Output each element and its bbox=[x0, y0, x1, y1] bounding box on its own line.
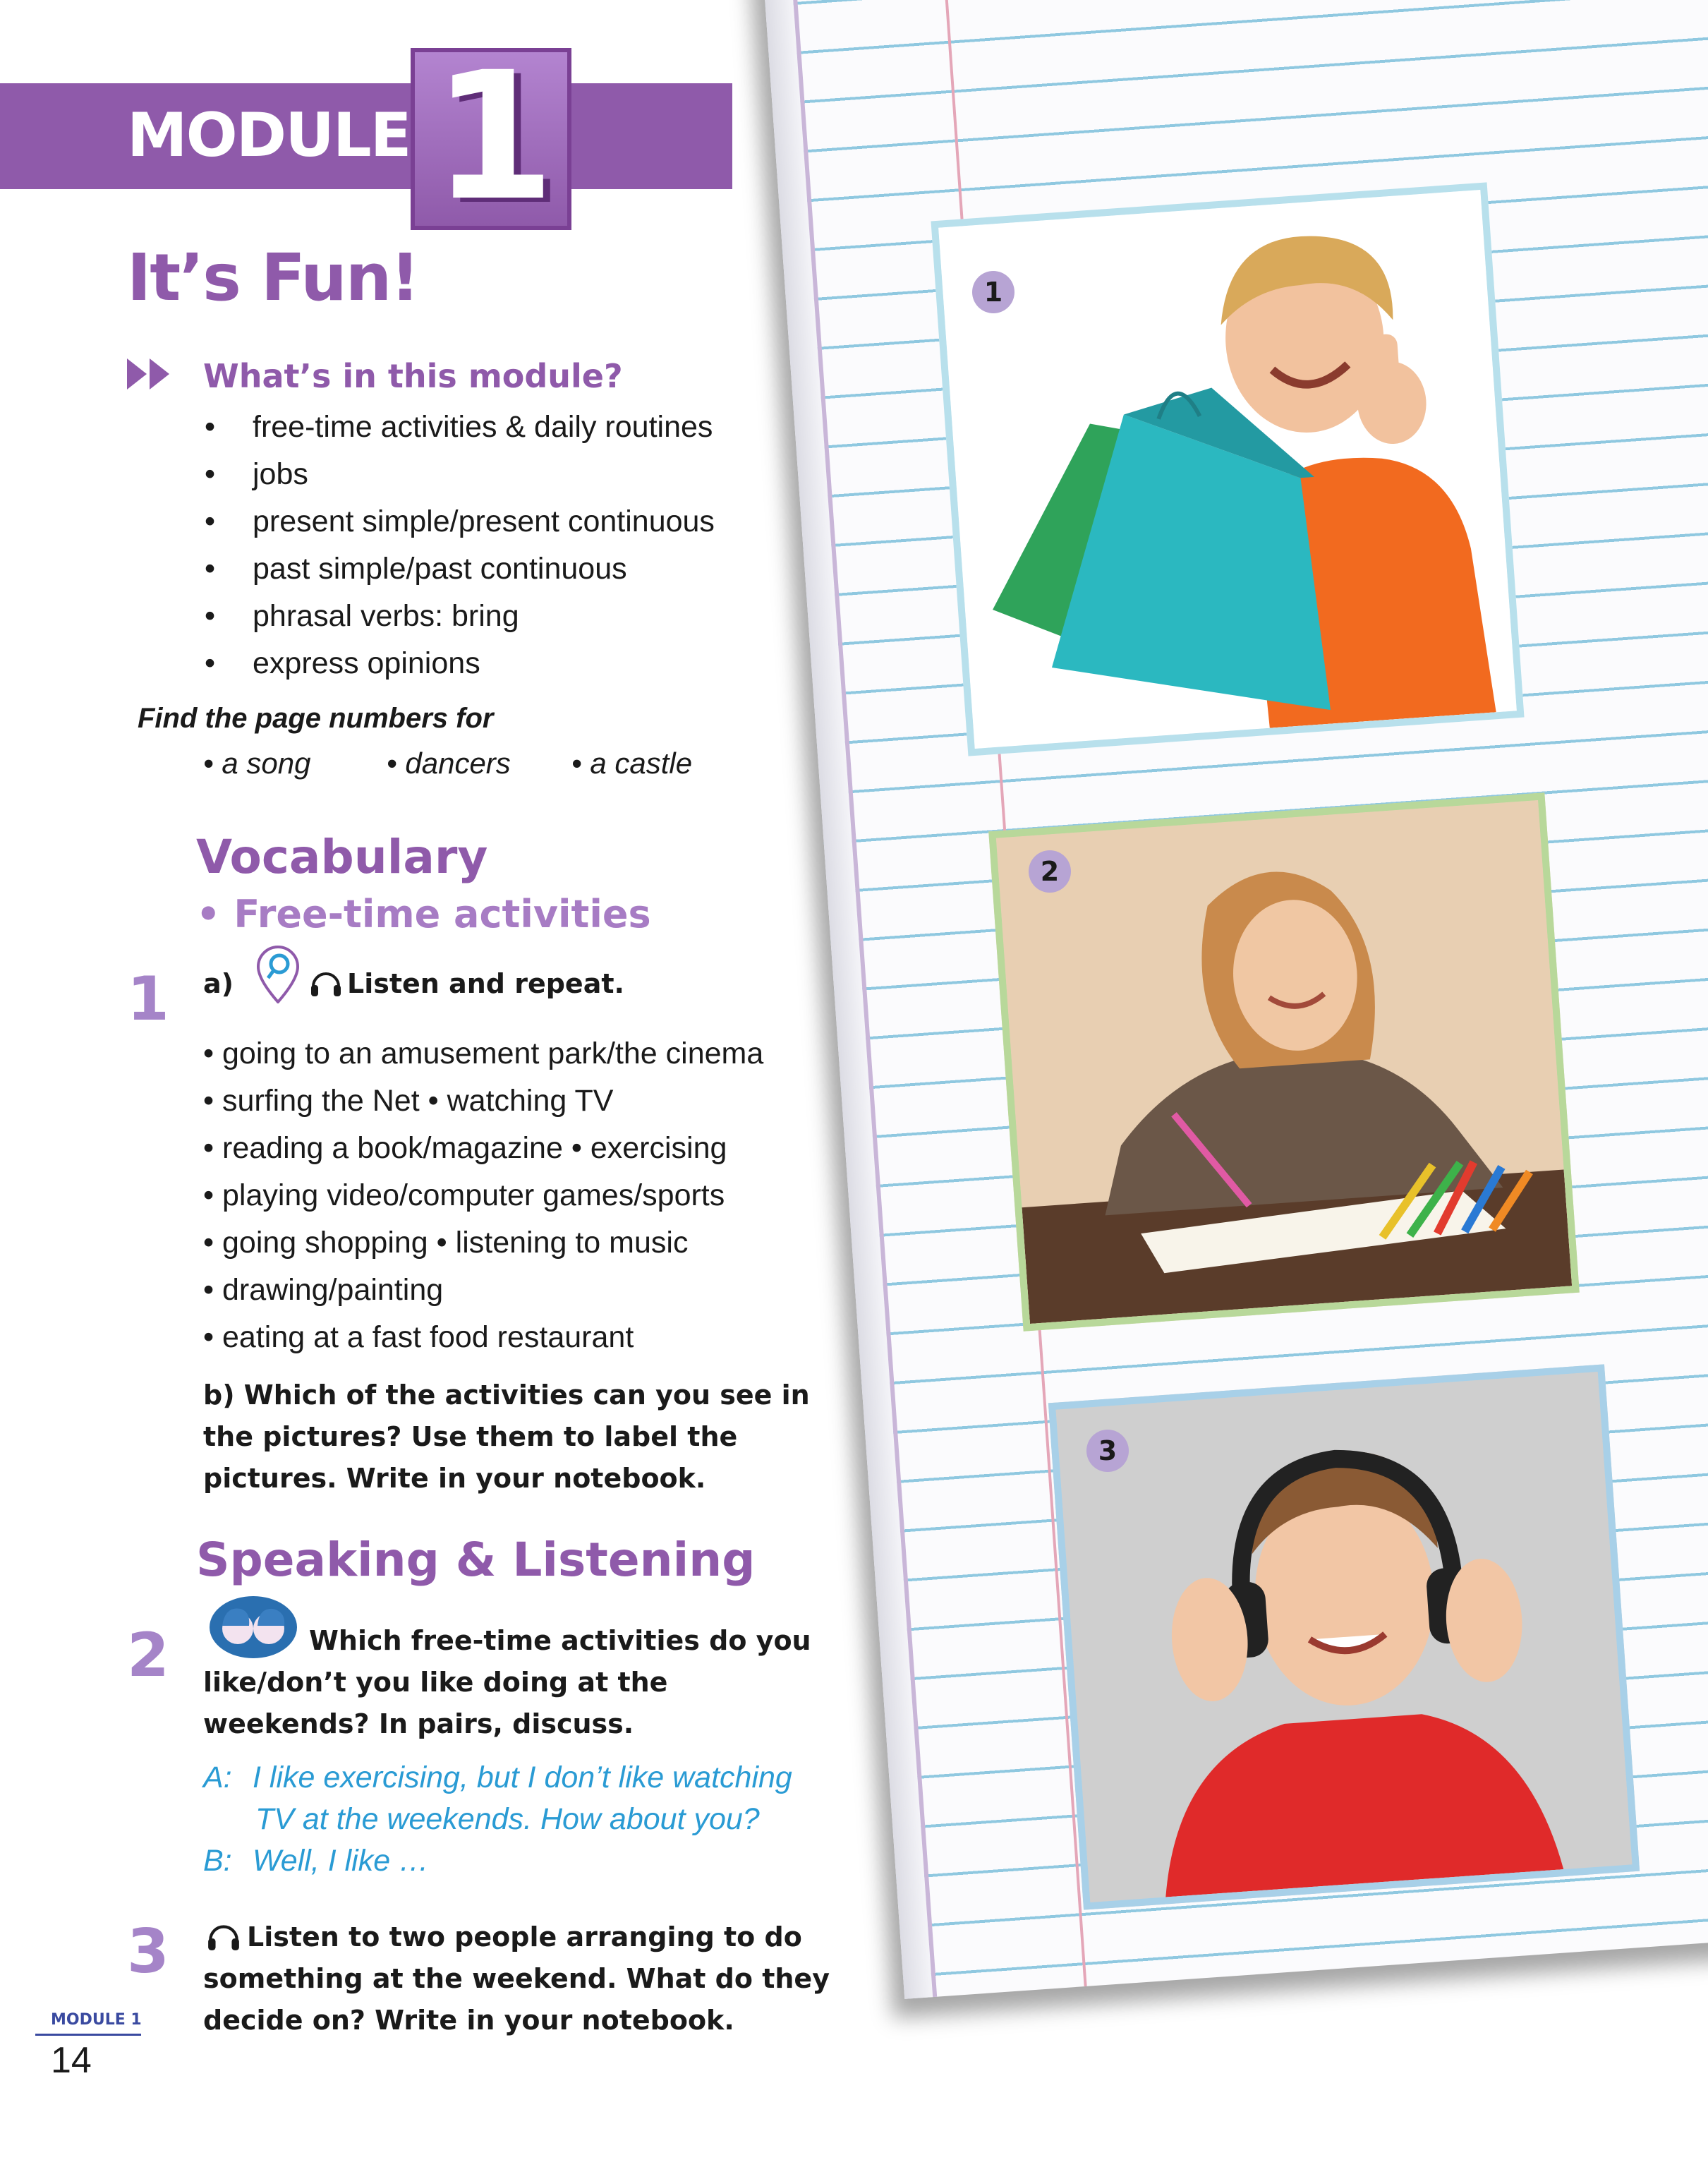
footer-divider bbox=[35, 2034, 141, 2036]
exercise-number-1: 1 bbox=[127, 964, 169, 1034]
exercise-1a-instruction: Listen and repeat. bbox=[347, 968, 624, 999]
speaker-b: B: bbox=[203, 1844, 232, 1878]
exercise-3-text: Listen to two people arranging to do something at the weekend. What do they decide on? Write in your notebook. bbox=[203, 1921, 830, 2036]
vocabulary-list bbox=[203, 1030, 763, 1361]
overview-item: • past simple/past continuous bbox=[205, 545, 715, 593]
exercise-2-text: Which free-time activities do you like/don’t you like doing at the weekends? In pairs, discuss. bbox=[203, 1625, 811, 1739]
photo-music bbox=[1048, 1364, 1640, 1909]
photo-label-1: 1 bbox=[972, 271, 1014, 313]
fast-forward-icon bbox=[127, 358, 172, 390]
speaking-listening-heading: Speaking & Listening bbox=[196, 1533, 756, 1587]
overview-item: • phrasal verbs: bring bbox=[205, 593, 715, 640]
overview-list bbox=[205, 404, 715, 687]
photo-drawing bbox=[988, 792, 1580, 1331]
find-item-castle: • a castle bbox=[571, 747, 693, 780]
vocabulary-item: • going to an amusement park/the cinema bbox=[203, 1037, 764, 1070]
photo-label-2: 2 bbox=[1029, 850, 1071, 893]
module-number: 1 bbox=[432, 34, 555, 239]
example-dialogue bbox=[203, 1757, 792, 1882]
dialogue-line-b bbox=[203, 1840, 792, 1882]
magnifier-pin-icon bbox=[254, 944, 302, 1003]
module-word: MODULE bbox=[127, 100, 411, 171]
overview-item: • jobs bbox=[205, 451, 715, 498]
exercise-number-3: 3 bbox=[127, 1917, 169, 1987]
dialogue-line-a-continued: TV at the weekends. How about you? bbox=[255, 1802, 760, 1836]
vocabulary-item: • going shopping • listening to music bbox=[203, 1226, 689, 1260]
find-item-song: • a song bbox=[203, 747, 311, 780]
dialogue-a-text-1: I like exercising, but I don’t like watching bbox=[253, 1761, 792, 1794]
vocabulary-item: • reading a book/magazine • exercising bbox=[203, 1131, 727, 1165]
vocabulary-item: • surfing the Net • watching TV bbox=[203, 1084, 614, 1118]
footer-module-label: MODULE 1 bbox=[51, 2011, 142, 2029]
photo-label-3: 3 bbox=[1086, 1430, 1129, 1472]
exercise-2-instruction bbox=[203, 1620, 824, 1745]
vocabulary-heading: Vocabulary bbox=[196, 830, 488, 884]
speaker-a: A: bbox=[203, 1761, 232, 1794]
overview-item: • present simple/present continuous bbox=[205, 498, 715, 545]
vocabulary-subheading: • Free-time activities bbox=[196, 892, 651, 936]
page-number: 14 bbox=[51, 2040, 92, 2081]
vocabulary-item: • playing video/computer games/sports bbox=[203, 1178, 725, 1212]
dialogue-b-text: Well, I like … bbox=[253, 1844, 430, 1878]
find-page-numbers-title: Find the page numbers for bbox=[138, 703, 494, 734]
photo-shopping bbox=[931, 182, 1524, 756]
exercise-3-instruction bbox=[203, 1917, 838, 2041]
exercise-1a-label: a) bbox=[203, 968, 234, 999]
headphones-icon bbox=[309, 965, 343, 999]
overview-heading: What’s in this module? bbox=[203, 357, 623, 395]
exercise-number-2: 2 bbox=[127, 1620, 169, 1691]
page-title: It’s Fun! bbox=[127, 240, 419, 315]
overview-item: • free-time activities & daily routines bbox=[205, 404, 715, 451]
vocabulary-item: • eating at a fast food restaurant bbox=[203, 1320, 634, 1354]
exercise-1b-instruction: b) Which of the activities can you see in the pictures? Use them to label the pictures. Write in your notebook. bbox=[203, 1380, 810, 1494]
overview-item: • express opinions bbox=[205, 640, 715, 687]
dialogue-line-a bbox=[203, 1757, 792, 1799]
find-item-dancers: • dancers bbox=[387, 747, 511, 780]
vocabulary-item: • drawing/painting bbox=[203, 1273, 444, 1307]
